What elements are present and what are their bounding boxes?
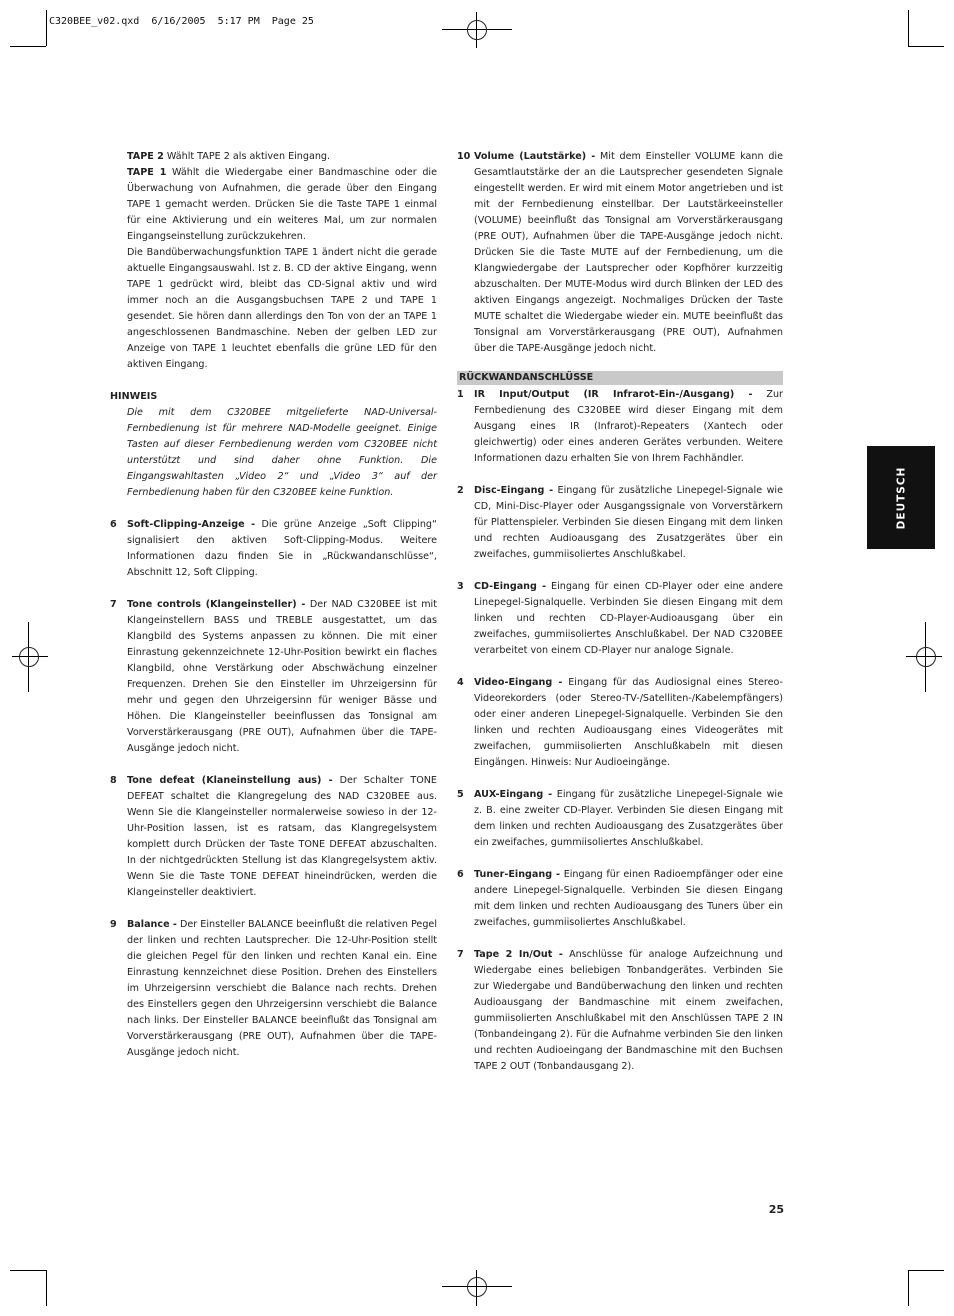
note-heading: HINWEIS	[110, 391, 158, 402]
list-item: 9 Balance - Der Einsteller BALANCE beeinflußt die relativen Pegel der linken und rechten Lautsprecher. Die 12-Uhr-Position stellt die gleichen Pegel für den linken und rechten Kanal ein. Eine Einrastung kennzeichnet diese Position. Drehen des Einstellers im Uhrzeigersinn verschiebt die Balance nach rechts. Drehen des Einstellers gegen den Uhrzeigersinn verschiebt die Balance nach links. Der Einsteller BALANCE beeinflußt das Tonsignal am Vorverstärkerausgang (PRE OUT), Aufnahmen über die TAPE-Ausgänge jedoch nicht.	[110, 919, 437, 1058]
tape2-paragraph: TAPE 2 Wählt TAPE 2 als aktiven Eingang.	[127, 151, 331, 162]
language-tab-label: DEUTSCH	[894, 466, 907, 529]
tape1-paragraph-2: Die Bandüberwachungsfunktion TAPE 1 ändert nicht die gerade aktuelle Eingangsauswahl. Ist z. B. CD der aktive Eingang, wenn TAPE 1 gedrückt wird, bleibt das CD-Signal aktiv und wird immer noch an die Ausgangsbuchsen TAPE 2 und TAPE 1 gesendet. Sie hören dann allerdings den Ton von der an TAPE 1 angeschlossenen Bandmaschine. Neben der gelben LED zur Anzeige von TAPE 1 leuchtet ebenfalls die grüne LED für den aktiven Eingang.	[127, 247, 437, 370]
list-item: 7 Tape 2 In/Out - Anschlüsse für analoge Aufzeichnung und Wiedergabe eines beliebigen Tonbandgerätes. Verbinden Sie zur Wiedergabe und Bandüberwachung den linken und rechten Audioausgang der Bandmaschine mit einem zweifachen, gummiisolierten Anschlußkabel mit den Anschlüssen TAPE 2 IN (Tonbandeingang 2). Für die Aufnahme verbinden Sie den linken und rechten Audioeingang der Bandmaschine mit den Buchsen TAPE 2 OUT (Tonbandausgang 2).	[457, 949, 783, 1072]
list-item: 2 Disc-Eingang - Eingang für zusätzliche Linepegel-Signale wie CD, Mini-Disc-Player oder Ausgangssignale von Vorverstärkern für Plattenspieler. Verbinden Sie diesen Eingang mit dem linken und rechten Audioausgang des Zusatzgerätes über ein zweifaches, gummiisoliertes Anschlußkabel.	[457, 485, 783, 560]
section-heading: RÜCKWANDANSCHLÜSSE	[457, 371, 783, 385]
page-number: 25	[768, 1203, 784, 1216]
note-text: Die mit dem C320BEE mitgelieferte NAD-Universal-Fernbedienung ist für mehrere NAD-Modelle geeignet. Einige Tasten auf dieser Fernbedienung werden vom C320BEE nicht unterstützt und sind daher ohne Funktion. Die Eingangswahltasten „Video 2“ und „Video 3“ auf der Fernbedienung haben für den C320BEE keine Funktion.	[127, 407, 437, 498]
left-column	[110, 149, 437, 1061]
list-item: 1 IR Input/Output (IR Infrarot-Ein-/Ausgang) - Zur Fernbedienung des C320BEE wird dieser Eingang mit dem Ausgang eines IR (Infrarot)-Repeaters (Xantech oder gleichwertig) oder eines anderen Gerätes verbunden. Weitere Informationen dazu erhalten Sie von Ihrem Fachhändler.	[457, 389, 783, 464]
list-item: 3 CD-Eingang - Eingang für einen CD-Player oder eine andere Linepegel-Signalquelle. Verbinden Sie diesen Eingang mit dem linken und rechten CD-Player-Audioausgang über ein zweifaches, gummiisoliertes Anschlußkabel. Der NAD C320BEE verarbeitet von einem CD-Player nur analoge Signale.	[457, 581, 783, 656]
list-item: 4 Video-Eingang - Eingang für das Audiosignal eines Stereo-Videorekorders (oder Stereo-TV-/Satelliten-/Kabelempfängers) oder einer anderen Linepegel-Signalquelle. Verbinden Sie den linken und rechten Audioausgang eines Videogerätes mit zweifachen, gummiisolierten Anschlußkabeln mit diesen Eingängen. Hinweis: Nur Audioeingänge.	[457, 677, 783, 768]
tape1-paragraph: TAPE 1 Wählt die Wiedergabe einer Bandmaschine oder die Überwachung von Aufnahmen, die gerade über den Eingang TAPE 1 gemacht werden. Drücken Sie die Taste TAPE 1 einmal für eine Aktivierung und ein weiteres Mal, um zur normalen Eingangseinstellung zurückzukehren.	[127, 167, 437, 242]
list-item: 6 Tuner-Eingang - Eingang für einen Radioempfänger oder eine andere Linepegel-Signalquelle. Verbinden Sie diesen Eingang mit dem linken und rechten Audioausgang des Tuners über ein zweifaches, gummiisoliertes Anschlußkabel.	[457, 869, 783, 928]
list-item: 5 AUX-Eingang - Eingang für zusätzliche Linepegel-Signale wie z. B. eine zweiter CD-Player. Verbinden Sie diesen Eingang mit dem linken und rechten Audioausgang des Zusatzgerätes über ein zweifaches, gummiisoliertes Anschlußkabel.	[457, 789, 783, 848]
list-item: 10 Volume (Lautstärke) - Mit dem Einsteller VOLUME kann die Gesamtlautstärke der an die Lautsprecher gesendeten Signale eingestellt werden. Er wird mit einem Motor angetrieben und ist mit der Fernbedienung einstellbar. Der Lautstärkeeinsteller (VOLUME) beeinflußt das Tonsignal am Vorverstärkerausgang (PRE OUT), Aufnahmen über die TAPE-Ausgänge jedoch nicht. Drücken Sie die Taste MUTE auf der Fernbedienung, um die Klangwiedergabe der Lautsprecher oder Kopfhörer kurzzeitig abzuschalten. Der MUTE-Modus wird durch Blinken der LED des aktiven Eingangs angezeigt. Nochmaliges Drücken der Taste MUTE schaltet die Wiedergabe wieder ein. MUTE beeinflußt das Tonsignal am Vorverstärkerausgang (PRE OUT), Aufnahmen über die TAPE-Ausgänge jedoch nicht.	[457, 151, 783, 354]
language-tab	[867, 446, 935, 549]
list-item: 8 Tone defeat (Klaneinstellung aus) - Der Schalter TONE DEFEAT schaltet die Klangregelung des NAD C320BEE aus. Wenn Sie die Klangeinsteller normalerweise sowieso in der 12-Uhr-Position lassen, ist es ratsam, das Klangregelsystem komplett durch Drücken der Taste TONE DEFEAT abzuschalten. In der nichtgedrückten Stellung ist das Klangregelsystem aktiv. Wenn Sie die Taste TONE DEFEAT hineindrücken, werden die Klangeinsteller deaktiviert.	[110, 775, 437, 898]
list-item: 7 Tone controls (Klangeinsteller) - Der NAD C320BEE ist mit Klangeinstellern BASS und TREBLE ausgestattet, um das Klangbild des Systems anpassen zu können. Die mit einer Einrastung gekennzeichnete 12-Uhr-Position bewirkt ein flaches Klangbild, ohne Verstärkung oder Abschwächung einzelner Frequenzen. Drehen Sie den Einsteller im Uhrzeigersinn für mehr und gegen den Uhrzeigersinn für weniger Bässe und Höhen. Die Klangeinsteller beeinflussen das Tonsignal am Vorverstärkerausgang (PRE OUT), Aufnahmen über die TAPE-Ausgänge jedoch nicht.	[110, 599, 437, 754]
list-item: 6 Soft-Clipping-Anzeige - Die grüne Anzeige „Soft Clipping“ signalisiert den aktiven Soft-Clipping-Modus. Weitere Informationen dazu finden Sie in „Rückwandanschlüsse“, Abschnitt 12, Soft Clipping.	[110, 519, 437, 578]
print-slug: C320BEE_v02.qxd 6/16/2005 5:17 PM Page 25	[49, 16, 314, 27]
right-column	[457, 149, 783, 1075]
